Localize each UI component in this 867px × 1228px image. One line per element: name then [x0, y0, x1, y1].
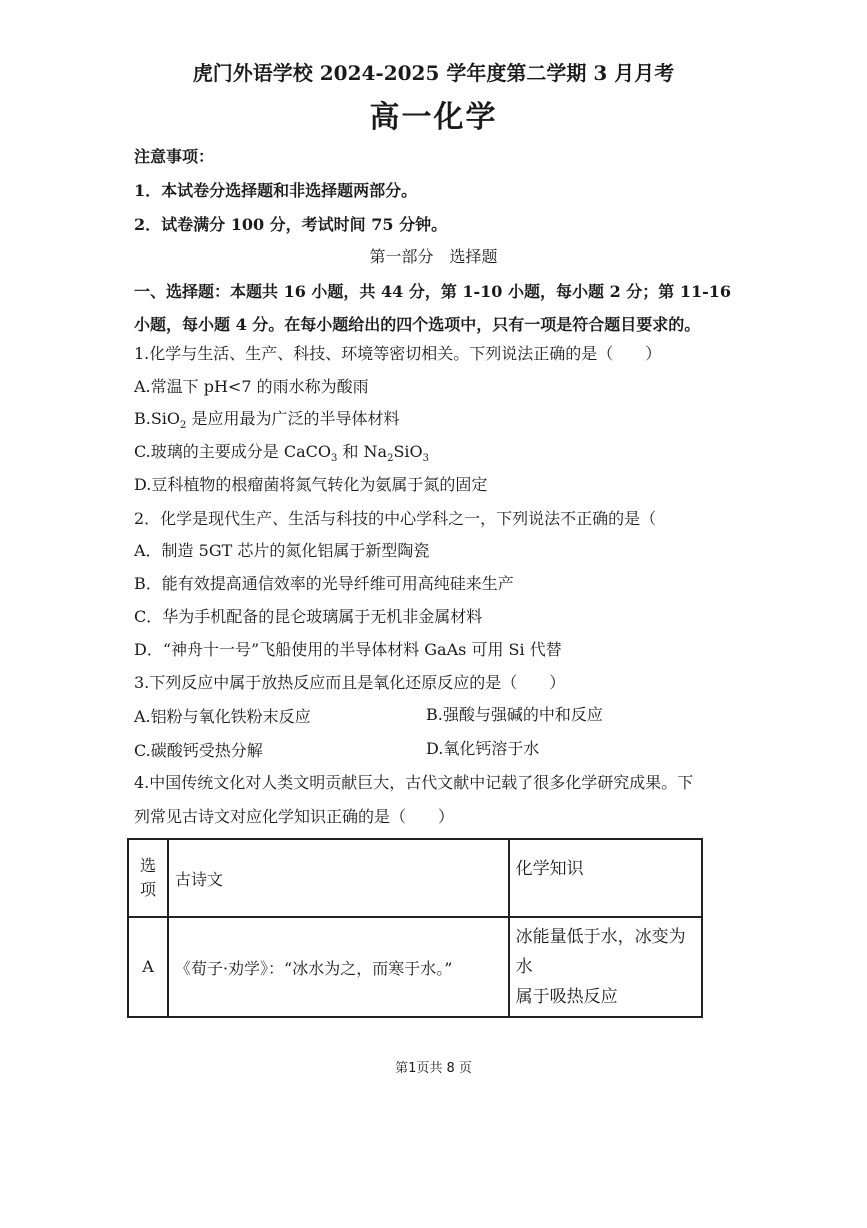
q3-option-d: D.氧化钙溶于水: [426, 739, 540, 758]
row-a-knowledge-cell: [509, 917, 702, 1017]
q2-option-a: A．制造 5GT 芯片的氮化铝属于新型陶瓷: [134, 541, 430, 560]
q1-option-d: D.豆科植物的根瘤菌将氮气转化为氨属于氮的固定: [134, 475, 488, 494]
row-a-knowledge-line-1: 冰能量低于水，冰变为水: [515, 927, 686, 977]
part-title: 第一部分 选择题: [369, 247, 498, 266]
notice-heading: 注意事项：: [134, 147, 215, 166]
header-option-text-2: 项: [139, 880, 156, 899]
q3-option-c: C.碳酸钙受热分解: [134, 741, 263, 760]
q2-stem: 2．化学是现代生产、生活与科技的中心学科之一，下列说法不正确的是（: [134, 509, 657, 528]
page-footer: 第1页共 8 页: [395, 1061, 472, 1076]
school-title: 虎门外语学校 2024-2025 学年度第二学期 3 月月考: [192, 61, 675, 85]
notice-item-2: 2．试卷满分 100 分，考试时间 75 分钟。: [134, 215, 448, 234]
q1-option-b: B.SiO$_2$ 是应用最为广泛的半导体材料: [134, 409, 400, 432]
q3-option-a: A.铝粉与氧化铁粉末反应: [134, 707, 311, 726]
q4-stem-line-1: 4.中国传统文化对人类文明贡献巨大，古代文献中记载了很多化学研究成果。下: [134, 773, 694, 792]
header-knowledge-cell: 化学知识: [509, 839, 702, 917]
q2-option-b: B．能有效提高通信效率的光导纤维可用高纯硅来生产: [134, 574, 514, 593]
table-header-row: [128, 839, 702, 917]
q4-options-table: [127, 838, 703, 1018]
q3-stem: 3.下列反应中属于放热反应而且是氧化还原反应的是（ ）: [134, 673, 566, 692]
q1-stem: 1.化学与生活、生产、科技、环境等密切相关。下列说法正确的是（ ）: [134, 344, 662, 363]
q2-option-c: C．华为手机配备的昆仑玻璃属于无机非金属材料: [134, 607, 483, 626]
q3-option-b: B.强酸与强碱的中和反应: [426, 705, 603, 724]
row-a-option-cell: A: [128, 917, 168, 1017]
q2-option-d: D．“神舟十一号”飞船使用的半导体材料 GaAs 可用 Si 代替: [134, 640, 562, 659]
header-option-text-1: 选: [139, 856, 156, 875]
row-a-knowledge-line-2: 属于吸热反应: [515, 987, 618, 1007]
q1-option-c: C.玻璃的主要成分是 CaCO$_3$ 和 $Na_2SiO_3$: [134, 442, 430, 465]
notice-item-1: 1．本试卷分选择题和非选择题两部分。: [134, 181, 418, 200]
header-option-cell: [128, 839, 168, 917]
subject-title: 高一化学: [369, 100, 498, 135]
instruction-line-1: 一、选择题：本题共 16 小题，共 44 分，第 1-10 小题，每小题 2 分；第 11-16: [134, 282, 732, 301]
q1-option-a: A.常温下 pH<7 的雨水称为酸雨: [134, 377, 369, 396]
header-poem-cell: 古诗文: [168, 839, 509, 917]
instruction-line-2: 小题，每小题 4 分。在每小题给出的四个选项中，只有一项是符合题目要求的。: [134, 315, 701, 334]
q4-stem-line-2: 列常见古诗文对应化学知识正确的是（ ）: [134, 807, 455, 826]
row-a-poem-cell: 《荀子·劝学》：“冰水为之，而寒于水。”: [168, 917, 509, 1017]
table-row-a: [128, 917, 702, 1017]
